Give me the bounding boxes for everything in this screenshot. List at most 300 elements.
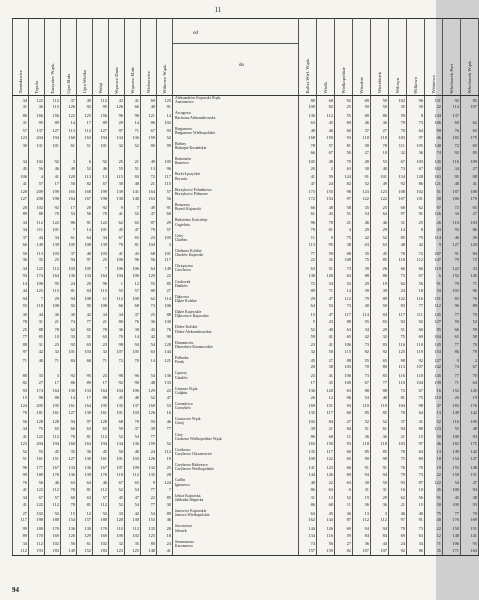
table-row (13, 395, 479, 402)
distance-cell: 101 (109, 410, 125, 417)
distance-cell: 128 (93, 417, 109, 425)
station-pair (173, 448, 299, 456)
distance-cell: 35 (61, 448, 77, 456)
distance-cell: 52 (353, 181, 371, 188)
distance-cell: 18 (407, 288, 425, 295)
distance-cell: 86 (407, 548, 425, 555)
distance-cell: 52 (353, 417, 371, 425)
distance-cell: 52 (461, 319, 479, 326)
distance-cell: 91 (425, 494, 443, 502)
table-row (13, 264, 479, 272)
distance-cell: 25 (407, 218, 425, 226)
distance-cell: 127 (425, 319, 443, 326)
distance-cell: 113 (389, 364, 407, 371)
distance-cell: 23 (299, 371, 317, 379)
distance-cell: 73 (389, 273, 407, 280)
distance-cell: 158 (443, 524, 461, 532)
table-row (13, 334, 479, 341)
distance-cell: 15 (13, 395, 29, 402)
distance-cell: 59 (371, 96, 389, 105)
station-pair (173, 234, 299, 242)
col-header-left: Upra Mała (61, 19, 77, 96)
distance-cell: 112 (45, 433, 61, 441)
distance-cell: 28 (157, 472, 173, 479)
distance-cell: 64 (77, 234, 93, 242)
distance-cell: 49 (77, 96, 93, 105)
distance-cell: 82 (13, 380, 29, 387)
distance-cell: 84 (77, 288, 93, 295)
distance-cell: 168 (77, 188, 93, 196)
distance-cell: 94 (371, 524, 389, 532)
distance-cell: 110 (443, 218, 461, 226)
distance-cell: 67 (407, 166, 425, 173)
distance-cell: 107 (109, 349, 125, 356)
distance-cell: 150 (317, 441, 335, 448)
table-row (13, 448, 479, 456)
distance-cell: 17 (61, 203, 77, 211)
distance-cell (77, 364, 93, 371)
distance-cell: 67 (109, 478, 125, 486)
distance-cell: 45 (109, 227, 125, 234)
distance-cell: 95 (77, 371, 93, 379)
distance-cell: 130 (61, 387, 77, 395)
distance-cell: 88 (371, 273, 389, 280)
distance-cell: 55 (335, 111, 353, 119)
distance-cell: 94 (335, 402, 353, 410)
distance-cell: 114 (353, 310, 371, 318)
distance-cell: 56 (29, 166, 45, 173)
distance-cell: 56 (61, 540, 77, 548)
distance-cell: 136 (125, 135, 141, 142)
distance-cell (125, 364, 141, 371)
distance-cell: 154 (317, 196, 335, 203)
distance-cell: 147 (461, 456, 479, 463)
distance-cell: 97 (77, 257, 93, 264)
distance-cell: 9 (109, 203, 125, 211)
station-from: Borzykowo Południowe (175, 187, 212, 192)
table-row (13, 548, 479, 555)
distance-cell: 45 (45, 448, 61, 456)
distance-cell: 64 (299, 303, 317, 310)
distance-cell: 194 (93, 135, 109, 142)
station-pair (173, 380, 299, 387)
distance-cell: 72 (443, 203, 461, 211)
station-to: Grzybowo Wielkopolskie (175, 467, 214, 472)
distance-cell: 37 (61, 96, 77, 105)
distance-cell: 7 (125, 203, 141, 211)
distance-cell: 51 (335, 211, 353, 218)
distance-cell: 89 (371, 295, 389, 303)
distance-cell: 50 (13, 249, 29, 257)
distance-cell: 36 (353, 433, 371, 441)
distance-cell: 112 (353, 517, 371, 524)
distance-cell: 25 (45, 257, 61, 264)
distance-cell: 116 (407, 295, 425, 303)
distance-cell: 167 (93, 463, 109, 471)
table-row (13, 540, 479, 548)
distance-cell: 41 (461, 181, 479, 188)
distance-cell: 63 (299, 120, 317, 127)
distance-cell: 77 (157, 426, 173, 433)
distance-cell: 54 (353, 211, 371, 218)
distance-cell: 112 (125, 472, 141, 479)
distance-cell (141, 150, 157, 157)
distance-cell: 155 (317, 188, 335, 196)
distance-cell: 130 (77, 456, 93, 463)
distance-cell: 41 (13, 433, 29, 441)
distance-cell: 27 (13, 509, 29, 517)
distance-cell: 122 (317, 456, 335, 463)
distance-cell: 145 (425, 157, 443, 165)
distance-cell: 26 (299, 395, 317, 402)
distance-cell: 66 (443, 325, 461, 333)
distance-cell: 151 (461, 472, 479, 479)
distance-cell: 133 (157, 380, 173, 387)
distance-cell: 89 (45, 120, 61, 127)
station-pair (173, 441, 299, 448)
distance-cell: 77 (77, 319, 93, 326)
station-to: Bieganowo Wielkopolskie (175, 130, 216, 135)
distance-cell: 104 (141, 242, 157, 249)
distance-cell: 68 (125, 303, 141, 310)
distance-cell: 33 (29, 371, 45, 379)
distance-cell: 135 (141, 472, 157, 479)
distance-cell: 34 (13, 494, 29, 502)
distance-cell: 139 (77, 472, 93, 479)
distance-cell: 106 (425, 120, 443, 127)
distance-cell: 59 (461, 325, 479, 333)
distance-cell: 92 (443, 150, 461, 157)
distance-cell: 70 (335, 157, 353, 165)
distance-cell: 53 (61, 211, 77, 218)
distance-cell: 112 (317, 111, 335, 119)
distance-cell: 91 (77, 218, 93, 226)
distance-cell: 88 (407, 426, 425, 433)
distance-cell: 63 (407, 533, 425, 540)
distance-cell: 39 (461, 234, 479, 242)
distance-cell: 43 (125, 249, 141, 257)
table-row (13, 257, 479, 264)
distance-cell: 22 (157, 273, 173, 280)
distance-cell: 86 (141, 120, 157, 127)
distance-cell: 92 (93, 203, 109, 211)
distance-cell: 92 (93, 157, 109, 165)
distance-cell: 59 (443, 319, 461, 326)
distance-cell: 157 (77, 517, 93, 524)
station-pair (173, 142, 299, 150)
distance-cell: 153 (141, 517, 157, 524)
distance-cell: 150 (317, 135, 335, 142)
distance-cell: 84 (61, 356, 77, 364)
distance-cell: 77 (141, 433, 157, 441)
distance-cell: 122 (29, 487, 45, 494)
distance-cell: 93 (335, 135, 353, 142)
table-row (13, 295, 479, 303)
distance-cell: 75 (389, 334, 407, 341)
distance-cell: 24 (61, 280, 77, 288)
distance-cell: 73 (389, 387, 407, 395)
distance-cell: 75 (335, 234, 353, 242)
distance-cell: 112 (45, 502, 61, 509)
station-from: Grotkowo (175, 447, 191, 452)
distance-cell: 57 (125, 288, 141, 295)
distance-cell: 100 (109, 257, 125, 264)
distance-cell: 49 (141, 203, 157, 211)
table-row (13, 303, 479, 310)
distance-cell: 66 (125, 104, 141, 111)
distance-cell: 76 (157, 325, 173, 333)
station-pair (173, 487, 299, 494)
distance-cell: 64 (77, 478, 93, 486)
distance-cell: 46 (425, 441, 443, 448)
distance-cell: 163 (141, 196, 157, 203)
distance-cell: 22 (317, 478, 335, 486)
distance-cell: 70 (407, 463, 425, 471)
distance-cell: 14 (77, 227, 93, 234)
distance-cell: 119 (353, 402, 371, 410)
distance-cell: 66 (13, 242, 29, 249)
distance-cell: 91 (157, 203, 173, 211)
distance-cell (109, 150, 125, 157)
station-from: Jerzmanowo (175, 539, 195, 544)
distance-cell: 80 (29, 211, 45, 218)
distance-cell: 173 (299, 188, 317, 196)
station-to: Góraj (175, 421, 184, 426)
station-pair (173, 218, 299, 226)
distance-cell: 74 (443, 364, 461, 371)
distance-cell: 60 (335, 127, 353, 135)
distance-cell: 61 (61, 234, 77, 242)
distance-cell: 52 (371, 417, 389, 425)
station-pair (173, 280, 299, 288)
distance-cell: 118 (353, 135, 371, 142)
table-row (13, 426, 479, 433)
distance-cell: 130 (125, 517, 141, 524)
station-pair (173, 395, 299, 402)
distance-cell: 46 (317, 127, 335, 135)
distance-cell: 94 (61, 295, 77, 303)
distance-cell: 105 (157, 157, 173, 165)
station-pair (173, 188, 299, 196)
distance-cell: 100 (443, 487, 461, 494)
distance-cell: 23 (141, 234, 157, 242)
distance-cell: 23 (317, 319, 335, 326)
distance-cell: 46 (157, 517, 173, 524)
distance-cell: 93 (461, 502, 479, 509)
distance-cell: 53 (317, 303, 335, 310)
distance-cell: 53 (157, 402, 173, 410)
distance-cell: 47 (157, 395, 173, 402)
station-from: Gąsiory (175, 371, 188, 376)
distance-cell: 63 (93, 334, 109, 341)
distance-cell: 61 (61, 142, 77, 150)
distance-cell: 137 (443, 111, 461, 119)
distance-cell: 71 (317, 288, 335, 295)
distance-cell: 77 (443, 509, 461, 517)
distance-cell: 78 (443, 280, 461, 288)
distance-cell: 127 (13, 196, 29, 203)
distance-cell: 67 (407, 387, 425, 395)
distance-cell: 188 (93, 517, 109, 524)
distance-cell: 175 (461, 135, 479, 142)
distance-cell: 56 (407, 280, 425, 288)
distance-cell: 34 (13, 218, 29, 226)
station-to: Borzykowo Północne (175, 191, 208, 196)
distance-cell: 8 (407, 111, 425, 119)
distance-cell: 95 (443, 172, 461, 180)
distance-cell: 55 (29, 448, 45, 456)
distance-cell: 19 (371, 280, 389, 288)
station-pair (173, 295, 299, 303)
distance-cell: 65 (45, 426, 61, 433)
distance-cell: 64 (407, 448, 425, 456)
distance-cell: 36 (335, 509, 353, 517)
distance-cell: 22 (425, 472, 443, 479)
distance-cell: 65 (371, 356, 389, 364)
distance-cell: 97 (13, 349, 29, 356)
distance-cell: 37 (125, 310, 141, 318)
station-to: Jabłonka Słupecka (175, 497, 204, 502)
distance-cell: 100 (335, 380, 353, 387)
station-pair (173, 319, 299, 326)
distance-cell: 35 (353, 203, 371, 211)
distance-cell: 204 (29, 441, 45, 448)
distance-cell: 118 (389, 257, 407, 264)
distance-cell: 103 (461, 218, 479, 226)
distance-cell: 84 (317, 417, 335, 425)
distance-cell: 85 (371, 257, 389, 264)
distance-cell: 21 (93, 319, 109, 326)
distance-cell: 136 (61, 524, 77, 532)
distance-cell: 25 (13, 325, 29, 333)
distance-cell: 41 (317, 371, 335, 379)
distance-cell: 3 (371, 509, 389, 517)
distance-cell: 135 (299, 410, 317, 417)
distance-cell: 111 (29, 227, 45, 234)
distance-cell: 63 (61, 478, 77, 486)
distance-cell: 99 (157, 142, 173, 150)
distance-cell: 55 (13, 303, 29, 310)
distance-cell: 82 (335, 548, 353, 555)
distance-cell (141, 364, 157, 371)
table-row (13, 341, 479, 349)
distance-cell: 29 (353, 280, 371, 288)
distance-cell: 114 (157, 295, 173, 303)
station-to: Frenk (175, 360, 184, 365)
distance-cell: 48 (299, 127, 317, 135)
distance-cell: 141 (461, 533, 479, 540)
distance-cell: 70 (389, 448, 407, 456)
distance-cell: 63 (335, 387, 353, 395)
distance-cell: 128 (407, 172, 425, 180)
distance-cell: 48 (125, 181, 141, 188)
distance-cell: 97 (77, 417, 93, 425)
station-from: Bodzanów (175, 157, 192, 162)
distance-cell: 187 (443, 188, 461, 196)
distance-cell: 16 (425, 387, 443, 395)
distance-cell: 80 (353, 111, 371, 119)
table-row (13, 242, 479, 249)
distance-cell: 89 (157, 509, 173, 517)
distance-cell: 42 (353, 334, 371, 341)
distance-cell: 24 (317, 181, 335, 188)
distance-cell: 83 (371, 371, 389, 379)
distance-cell: 105 (157, 234, 173, 242)
distance-cell: 151 (425, 295, 443, 303)
distance-cell: 57 (157, 227, 173, 234)
table-row (13, 325, 479, 333)
table-row (13, 410, 479, 417)
distance-cell: 14 (335, 288, 353, 295)
distance-cell: 88 (93, 395, 109, 402)
distance-cell: 101 (45, 227, 61, 234)
distance-cell: 141 (125, 188, 141, 196)
distance-cell: 57 (157, 188, 173, 196)
distance-cell: 40 (371, 395, 389, 402)
distance-cell: 106 (335, 341, 353, 349)
distance-cell: 40 (77, 249, 93, 257)
distance-cell: 63 (317, 487, 335, 494)
distance-cell: 31 (13, 104, 29, 111)
distance-cell: 29 (45, 295, 61, 303)
distance-cell: 59 (335, 533, 353, 540)
distance-cell: 108 (93, 303, 109, 310)
table-row (13, 487, 479, 494)
distance-cell: 64 (141, 264, 157, 272)
distance-cell: 7 (29, 295, 45, 303)
distance-cell: 33 (109, 509, 125, 517)
distance-cell: 31 (29, 341, 45, 349)
distance-cell: 35 (29, 257, 45, 264)
distance-cell: 11 (299, 234, 317, 242)
distance-cell: 92 (45, 157, 61, 165)
station-from: Dąbrowa (175, 294, 189, 299)
distance-cell: 79 (407, 234, 425, 242)
distance-cell: 68 (335, 249, 353, 257)
distance-cell: 79 (389, 524, 407, 532)
distance-cell: 83 (371, 341, 389, 349)
distance-cell: 102 (93, 540, 109, 548)
distance-cell: 25 (93, 257, 109, 264)
distance-cell: 86 (299, 502, 317, 509)
distance-cell: 81 (125, 242, 141, 249)
distance-cell: 68 (317, 433, 335, 441)
distance-cell: 61 (299, 211, 317, 218)
station-to: Dąbie Kolskie (175, 299, 197, 304)
distance-cell: 136 (77, 463, 93, 471)
distance-cell: 74 (61, 319, 77, 326)
distance-cell: 50 (61, 181, 77, 188)
distance-cell: 122 (29, 264, 45, 272)
distance-cell: 37 (389, 417, 407, 425)
distance-cell: 85 (461, 150, 479, 157)
distance-cell: 209 (29, 188, 45, 196)
distance-cell: 142 (461, 448, 479, 456)
distance-cell: 119 (407, 349, 425, 356)
distance-cell: 97 (407, 441, 425, 448)
distance-cell: 6 (77, 157, 93, 165)
table-row (13, 172, 479, 180)
distance-cell: 26 (371, 264, 389, 272)
distance-cell: 107 (461, 104, 479, 111)
col-header-left: Turzyniec Wąsk. (45, 19, 61, 96)
distance-cell: 92 (407, 356, 425, 364)
table-row (13, 533, 479, 540)
distance-cell: 42 (141, 334, 157, 341)
distance-cell: 39 (141, 426, 157, 433)
distance-cell: 167 (45, 463, 61, 471)
distance-cell: 23 (45, 341, 61, 349)
